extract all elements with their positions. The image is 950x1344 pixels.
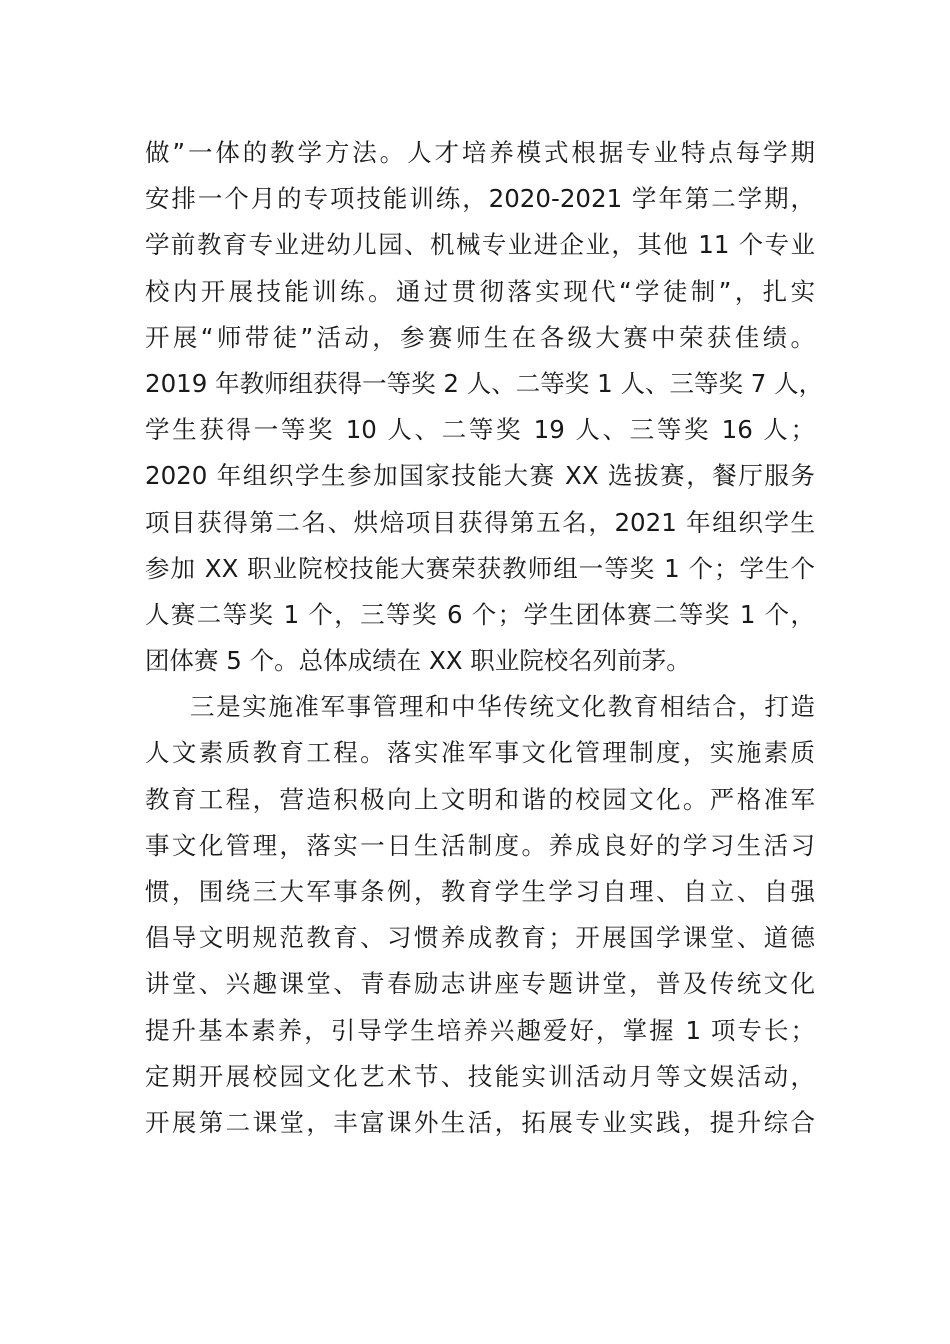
text-line: 三是实施准军事管理和中华传统文化教育相结合，打造 xyxy=(190,692,815,722)
text-line: 2019 年教师组获得一等奖 2 人、二等奖 1 人、三等奖 7 人， xyxy=(145,368,824,398)
text-line: 参加 XX 职业院校技能大赛荣获教师组一等奖 1 个；学生个 xyxy=(145,553,815,583)
text-line: 惯，围绕三大军事条例，教育学生学习自理、自立、自强 xyxy=(145,877,815,906)
text-line: 校内开展技能训练。通过贯彻落实现代“学徒制”，扎实 xyxy=(145,276,815,306)
text-line: 学前教育专业进幼儿园、机械专业进企业，其他 11 个专业 xyxy=(145,230,815,260)
body-text xyxy=(145,130,824,1146)
text-line: 提升基本素养，引导学生培养兴趣爱好，掌握 1 项专长； xyxy=(145,1015,815,1045)
text-line: 2020 年组织学生参加国家技能大赛 XX 选拔赛，餐厅服务 xyxy=(145,461,815,491)
text-line: 开展“师带徒”活动，参赛师生在各级大赛中荣获佳绩。 xyxy=(145,322,815,352)
text-line: 做”一体的教学方法。人才培养模式根据专业特点每学期 xyxy=(145,138,815,167)
text-line: 安排一个月的专项技能训练，2020-2021 学年第二学期， xyxy=(145,184,815,214)
text-line: 讲堂、兴趣课堂、青春励志讲座专题讲堂，普及传统文化 xyxy=(145,969,815,999)
text-line: 定期开展校园文化艺术节、技能实训活动月等文娱活动， xyxy=(145,1061,815,1091)
text-line: 项目获得第二名、烘焙项目获得第五名，2021 年组织学生 xyxy=(145,507,815,537)
text-line: 学生获得一等奖 10 人、二等奖 19 人、三等奖 16 人； xyxy=(145,415,815,445)
text-line: 人赛二等奖 1 个，三等奖 6 个；学生团体赛二等奖 1 个， xyxy=(145,599,815,629)
text-line: 人文素质教育工程。落实准军事文化管理制度，实施素质 xyxy=(145,738,815,768)
text-line: 倡导文明规范教育、习惯养成教育；开展国学课堂、道德 xyxy=(145,923,815,953)
text-line: 团体赛 5 个。总体成绩在 XX 职业院校名列前茅。 xyxy=(145,646,691,676)
paragraph-1 xyxy=(145,130,824,684)
text-line: 开展第二课堂，丰富课外生活，拓展专业实践，提升综合 xyxy=(145,1107,815,1137)
text-line: 教育工程，营造积极向上文明和谐的校园文化。严格准军 xyxy=(145,784,815,814)
text-line: 事文化管理，落实一日生活制度。养成良好的学习生活习 xyxy=(145,830,815,860)
paragraph-2 xyxy=(145,684,815,1146)
